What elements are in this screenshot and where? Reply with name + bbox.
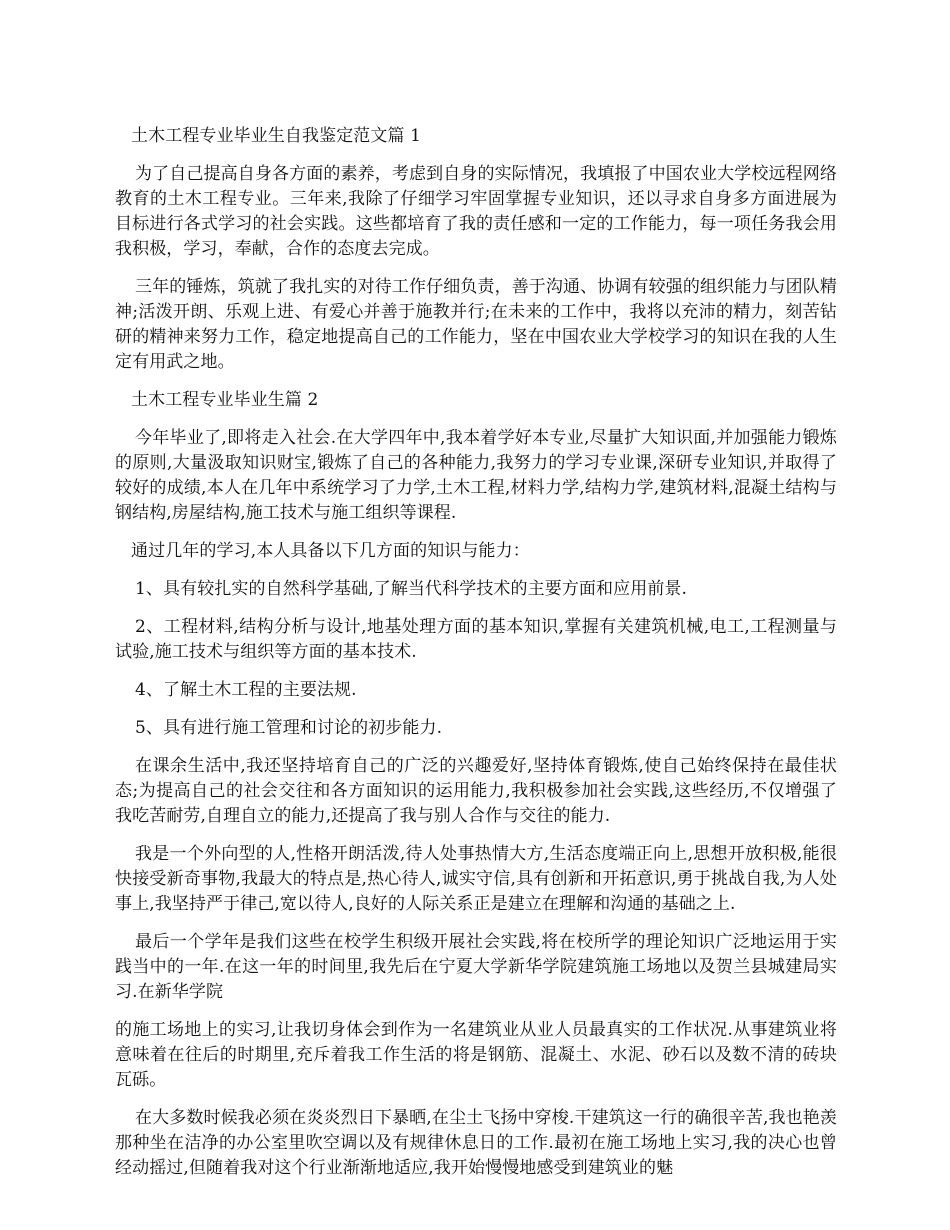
paragraph: 我是一个外向型的人,性格开朗活泼,待人处事热情大方,生活态度端正向上,思想开放积极,能很快接受新奇事物,我最大的特点是,热心待人,诚实守信,具有创新和开拓意识,勇于挑战自我,为人处事上,我坚持严于律己,宽以待人,良好的人际关系正是建立在理解和沟通的基础之上. [115, 844, 837, 914]
paragraph: 今年毕业了,即将走入社会.在大学四年中,我本着学好本专业,尽量扩大知识面,并加强能力锻炼的原则,大量汲取知识财宝,锻炼了自己的各种能力,我努力的学习专业课,深研专业知识,并取得了较好的成绩,本人在几年中系统学习了力学,土木工程,材料力学,结构力学,建筑材料,混凝土结构与钢结构,房屋结构,施工技术与施工组织等课程. [115, 428, 837, 523]
paragraph-intro: 通过几年的学习,本人具备以下几方面的知识与能力： [131, 541, 530, 561]
paragraph: 三年的锤炼，筑就了我扎实的对待工作仔细负责，善于沟通、协调有较强的组织能力与团队精神;活泼开朗、乐观上进、有爱心并善于施教并行;在未来的工作中，我将以充沛的精力，刻苦钻研的精神来努力工作，稳定地提高自己的工作能力，坚在中国农业大学校学习的知识在我的人生定有用武之地。 [115, 277, 837, 372]
paragraph: 在大多数时候我必须在炎炎烈日下暴晒,在尘土飞扬中穿梭.干建筑这一行的确很辛苦,我也艳羡那种坐在洁净的办公室里吹空调以及有规律休息日的工作.最初在施工场地上实习,我的决心也曾经动摇过,但随着我对这个行业渐渐地适应,我开始慢慢地感受到建筑业的魅 [115, 1108, 837, 1178]
list-item: 1、具有较扎实的自然科学基础,了解当代科学技术的主要方面和应用前景. [135, 579, 688, 599]
list-item: 4、了解土木工程的主要法规. [135, 680, 357, 700]
section-heading: 土木工程专业毕业生篇 2 [131, 390, 319, 410]
section-heading: 土木工程专业毕业生自我鉴定范文篇 1 [131, 126, 422, 146]
paragraph: 在课余生活中,我还坚持培育自己的广泛的兴趣爱好,坚持体育锻炼,使自己始终保持在最佳状态;为提高自己的社会交往和各方面知识的运用能力,我积极参加社会实践,这些经历,不仅增强了我吃苦耐劳,自理自立的能力,还提高了我与别人合作与交往的能力. [115, 756, 837, 826]
document-body [115, 124, 837, 1194]
list-item: 2、工程材料,结构分析与设计,地基处理方面的基本知识,掌握有关建筑机械,电工,工程测量与试验,施工技术与组织等方面的基本技术. [115, 617, 837, 662]
paragraph: 为了自己提高自身各方面的素养，考虑到自身的实际情况，我填报了中国农业大学校远程网络教育的土木工程专业。三年来,我除了仔细学习牢固掌握专业知识，还以寻求自身多方面进展为目标进行各式学习的社会实践。这些都培育了我的责任感和一定的工作能力，每一项任务我会用我积极，学习，奉献，合作的态度去完成。 [115, 164, 837, 259]
paragraph: 最后一个学年是我们这些在校学生积级开展社会实践,将在校所学的理论知识广泛地运用于实践当中的一年.在这一年的时间里,我先后在宁夏大学新华学院建筑施工场地以及贺兰县城建局实习.在新华学院 [115, 932, 837, 1002]
paragraph-continuation: 的施工场地上的实习,让我切身体会到作为一名建筑业从业人员最真实的工作状况.从事建筑业将意味着在往后的时期里,充斥着我工作生活的将是钢筋、混凝土、水泥、砂石以及数不清的砖块瓦砾。 [115, 1020, 837, 1090]
list-item: 5、具有进行施工管理和讨论的初步能力. [135, 718, 443, 738]
